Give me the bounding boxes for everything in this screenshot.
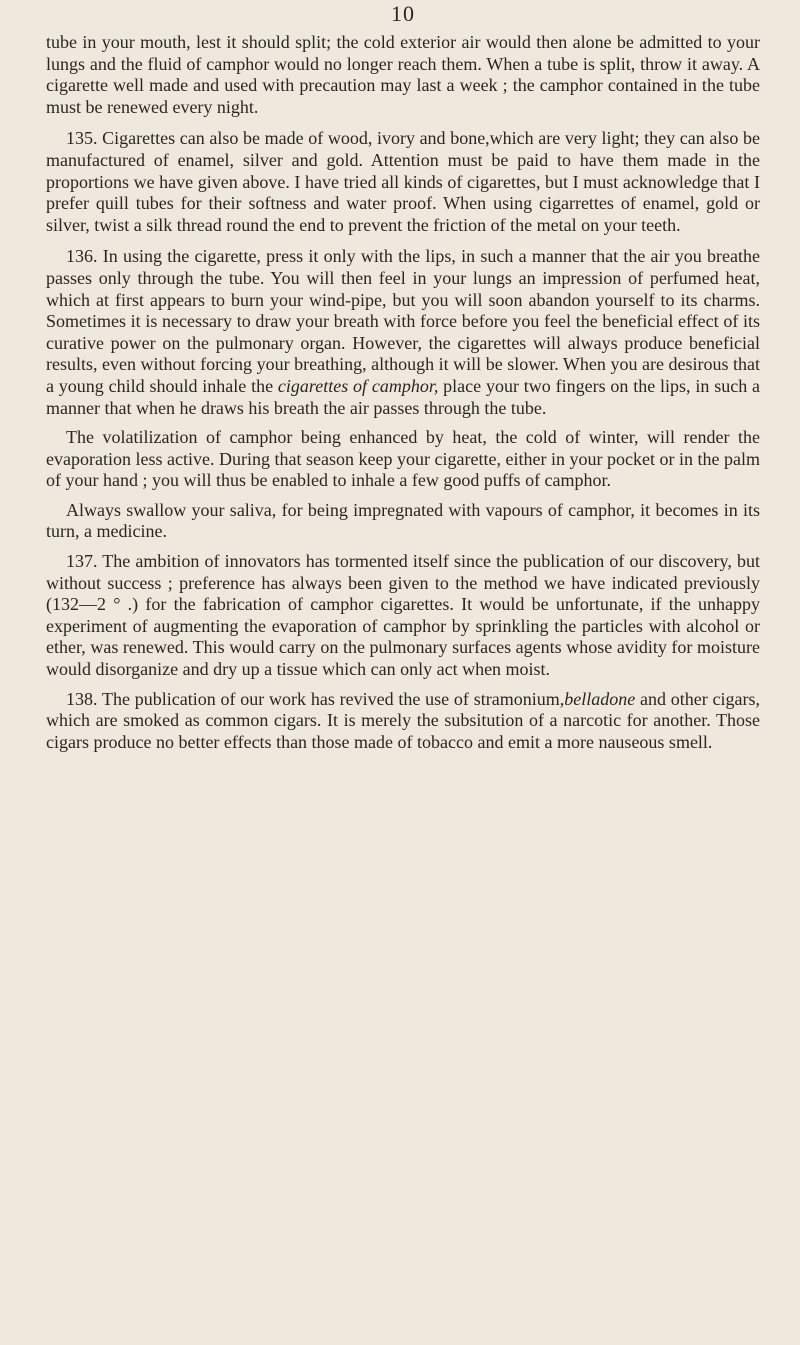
paragraph-volatilization: The volatilization of camphor being enhanced by heat, the cold of winter, will render the evaporation less active. During that season keep your cigarette, either in your pocket or in the palm of your hand ; you will thus be enabled to inhale a few good puffs of camphor. — [46, 427, 760, 491]
paragraph-136-italic-phrase: cigarettes of camphor, — [277, 375, 439, 396]
paragraph-136 — [46, 246, 760, 419]
page-number: 10 — [391, 1, 415, 26]
paragraph-135: 135. Cigarettes can also be made of wood, ivory and bone,which are very light; they can also be manufactured of enamel, silver and gold. Attention must be paid to have them made in the proportions we have given above. I have tried all kinds of cigarettes, but I must acknowledge that I prefer quill tubes for their softness and water proof. When using cigarrettes of enamel, gold or silver, twist a silk thread round the end to prevent the friction of the metal on your teeth. — [46, 128, 760, 235]
paragraph-138-italic-word: belladone — [564, 688, 636, 709]
paragraph-continuation: tube in your mouth, lest it should split; the cold exterior air would then alone be admitted to your lungs and the fluid of camphor would no longer reach them. When a tube is split, throw it away. A cigarette well made and used with precaution may last a week ; the camphor contained in the tube must be renewed every night. — [46, 32, 760, 117]
paragraph-138-text-after: and other cigars, which are smoked as common cigars. It is merely the subsitution of a narcotic for another. Those cigars produce no better effects than those made of tobacco and emit a more nauseous smell. — [46, 688, 761, 752]
paragraph-136-text-before: 136. In using the cigarette, press it only with the lips, in such a manner that the air you breathe passes only through the tube. You will then feel in your lungs an impression of perfumed heat, which at first appears to burn your wind-pipe, but you will soon abandon yourself to its charms. Sometimes it is necessary to draw your breath with force before you feel the beneficial effect of its curative power on the pulmonary organ. However, the cigarettes will always produce beneficial results, even without forcing your breathing, although it will be slower. When you are desirous that a young child should inhale the — [46, 246, 760, 396]
paragraph-saliva: Always swallow your saliva, for being impregnated with vapours of camphor, it becomes in its turn, a medicine. — [46, 499, 760, 542]
paragraph-138-text-before: 138. The publication of our work has revived the use of stramonium, — [66, 688, 565, 709]
paragraph-138 — [46, 689, 760, 754]
paragraph-137: 137. The ambition of innovators has tormented itself since the publication of our discovery, but without success ; preference has always been given to the method we have indicated previously (132—2 ° .) for the fabrication of camphor cigarettes. It would be unfortunate, if the unhappy experiment of augmenting the evaporation of camphor by sprinkling the particles with alcohol or ether, was renewed. This would carry on the pulmonary surfaces agents whose avidity for moisture would disorganize and dry up a tissue which can only act when moist. — [46, 551, 760, 680]
paragraph-136-text-after: place your two fingers on the lips, in such a manner that when he draws his breath the air passes through the tube. — [46, 375, 760, 418]
